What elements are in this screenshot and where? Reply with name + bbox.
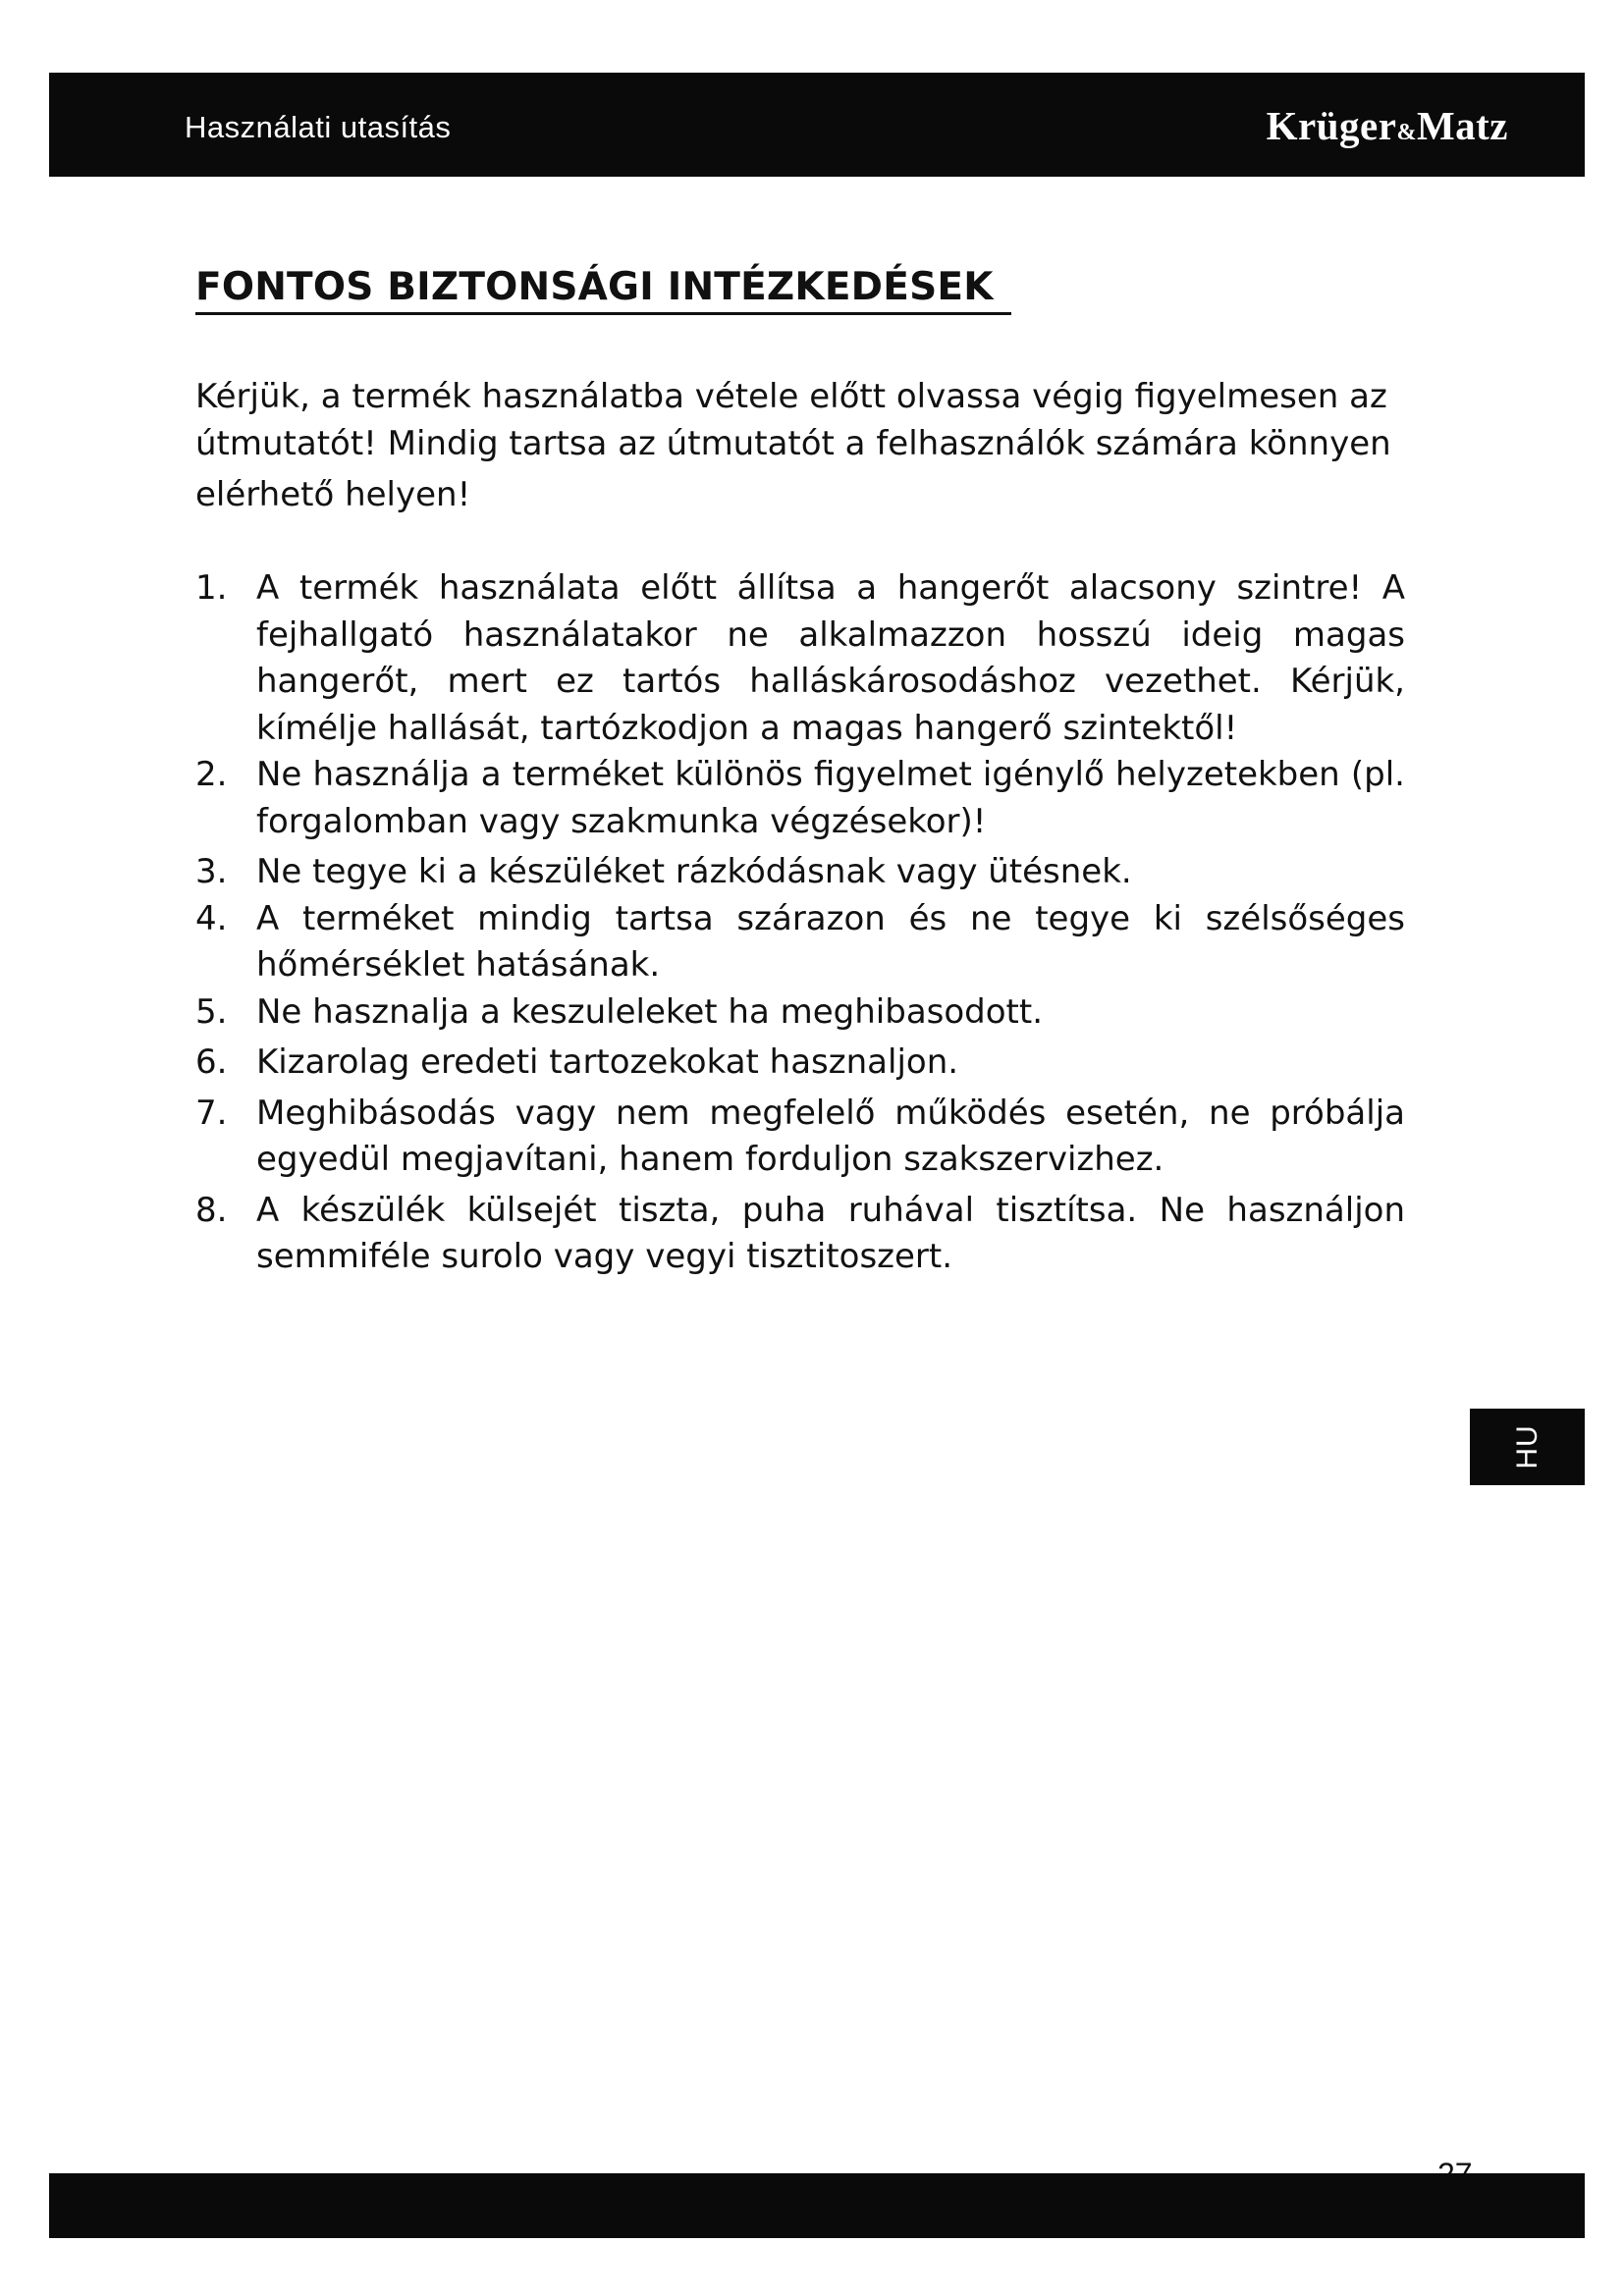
intro-paragraph — [195, 373, 1423, 518]
list-item-text: A terméket mindig tartsa szárazon és ne tegye ki szélsőséges hőmérséklet hatásának. — [256, 898, 1405, 985]
brand-name-first: Krüger — [1266, 103, 1397, 148]
list-item-number: 5. — [195, 991, 228, 1032]
brand-name-second: Matz — [1416, 103, 1508, 148]
brand-ampersand: & — [1396, 120, 1417, 145]
list-item — [195, 565, 1405, 752]
list-item-text: Ne tegye ki a készüléket rázkódásnak vagy ütésnek. — [256, 852, 1132, 891]
list-item-number: 4. — [195, 898, 228, 938]
list-item-text: Ne hasznalja a keszuleleket ha meghibasodott. — [256, 991, 1044, 1032]
list-item-text: Meghibásodás vagy nem megfelelő működés esetén, ne próbálja egyedül megjavítani, hanem forduljon szakszervizhez. — [256, 1093, 1405, 1179]
intro-line: Kérjük, a termék használatba vétele előtt olvassa végig figyelmesen az — [195, 377, 1387, 416]
list-item — [195, 752, 1405, 845]
list-item — [195, 896, 1405, 989]
list-item-number: 8. — [195, 1190, 228, 1230]
header-bar — [49, 73, 1585, 177]
list-item-text: A készülék külsejét tiszta, puha ruhával tisztítsa. Ne használjon semmiféle surolo vagy vegyi tisztitoszert. — [256, 1190, 1405, 1276]
document-type-title: Használati utasítás — [185, 110, 452, 144]
list-item-number: 1. — [195, 568, 228, 608]
list-item-number: 7. — [195, 1093, 228, 1133]
list-item-number: 3. — [195, 852, 228, 891]
list-item-text: Kizarolag eredeti tartozekokat hasznaljon. — [256, 1042, 959, 1082]
language-tab — [1470, 1409, 1585, 1485]
list-item — [195, 1040, 1405, 1087]
intro-line: elérhető helyen! — [195, 475, 471, 514]
page-number — [1437, 2156, 1473, 2173]
list-item — [195, 1188, 1405, 1281]
section-heading: FONTOS BIZTONSÁGI INTÉZKEDÉSEK — [195, 265, 1011, 315]
list-item-text: A termék használata előtt állítsa a hangerőt alacsony szintre! A fejhallgató használatakor ne alkalmazzon hosszú ideig magas hangerőt, mert ez tartós halláskárosodáshoz vezethet. Kérjük, kímélje hallását, tartózkodjon a magas hangerő szintektől! — [256, 568, 1405, 748]
list-item-number: 6. — [195, 1042, 228, 1082]
list-item — [195, 1091, 1405, 1184]
list-item-number: 2. — [195, 755, 228, 794]
list-item — [195, 849, 1405, 896]
footer-bar — [49, 2173, 1585, 2238]
brand-logo — [1267, 102, 1508, 149]
list-item-text: Ne használja a terméket különös figyelmet igénylő helyzetekben (pl. forgalomban vagy szakmunka végzésekor)! — [256, 755, 1405, 841]
list-item — [195, 989, 1405, 1037]
intro-line: útmutatót! Mindig tartsa az útmutatót a felhasználók számára könnyen — [195, 424, 1391, 463]
language-tab-label: HU — [1510, 1424, 1543, 1469]
safety-instructions-list — [195, 565, 1405, 1281]
